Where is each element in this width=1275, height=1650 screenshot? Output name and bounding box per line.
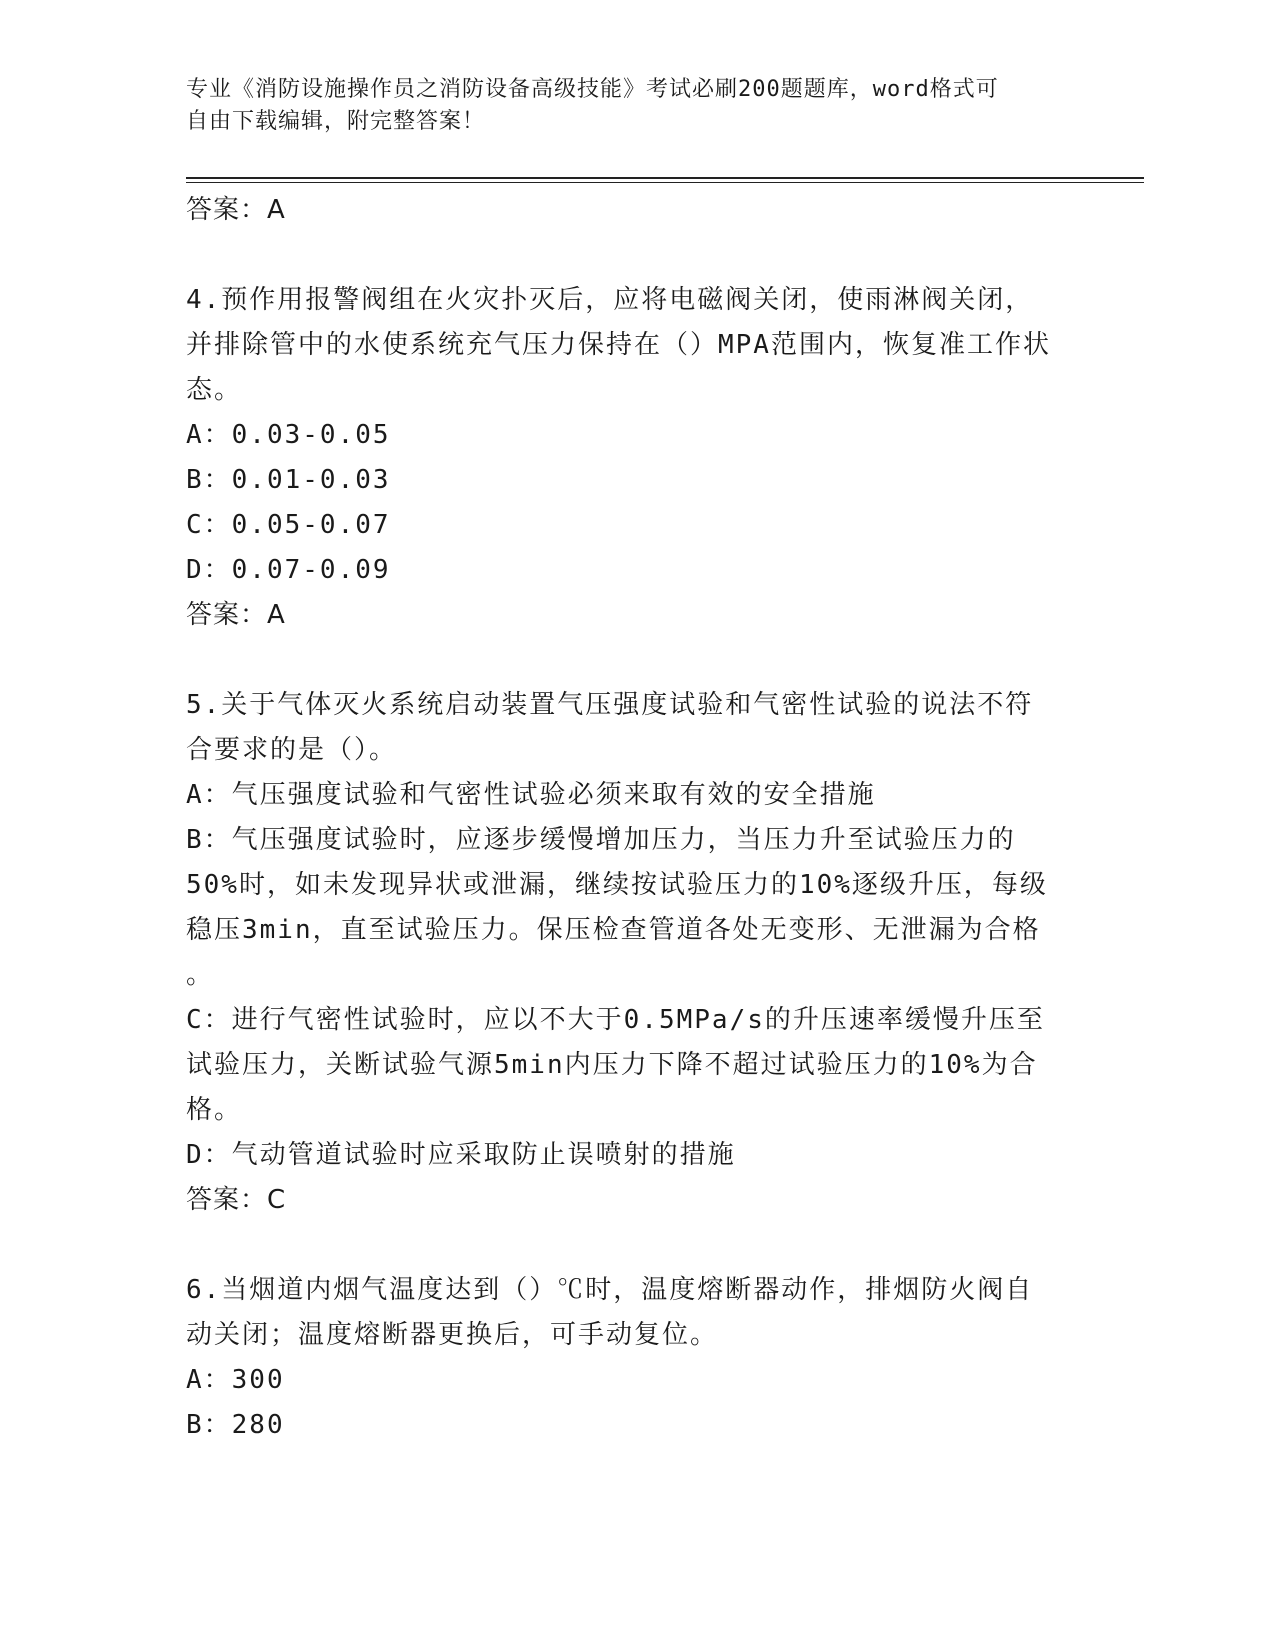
header-rule-thin (186, 182, 1144, 183)
spacer (186, 233, 1086, 278)
option-a: A：气压强度试验和气密性试验必须来取有效的安全措施 (186, 780, 876, 810)
document-header (186, 74, 1066, 138)
question-text-line: 5.关于气体灭火系统启动装置气压强度试验和气密性试验的说法不符 (186, 690, 1034, 720)
option-d: D：0.07-0.09 (186, 555, 391, 585)
option-d: D：气动管道试验时应采取防止误喷射的措施 (186, 1140, 736, 1170)
option-c-continued: 格。 (186, 1095, 243, 1125)
option-b-continued: 稳压3min，直至试验压力。保压检查管道各处无变形、无泄漏为合格 (186, 915, 1041, 945)
option-b-continued: 50%时，如未发现异状或泄漏，继续按试验压力的10%逐级升压，每级 (186, 870, 1048, 900)
question-block (186, 1268, 1086, 1448)
question-text-line: 态。 (186, 375, 243, 405)
question-text-line: 并排除管中的水使系统充气压力保持在（）MPA范围内，恢复准工作状 (186, 330, 1051, 360)
document-body (186, 188, 1086, 1448)
header-line-2: 自由下载编辑，附完整答案！ (186, 109, 486, 134)
option-c: C：进行气密性试验时，应以不大于0.5MPa/s的升压速率缓慢升压至 (186, 1005, 1045, 1035)
answer-line: 答案：A (186, 195, 286, 225)
question-text-line: 动关闭；温度熔断器更换后，可手动复位。 (186, 1320, 719, 1350)
option-b: B：气压强度试验时，应逐步缓慢增加压力，当压力升至试验压力的 (186, 825, 1016, 855)
option-b: B：0.01-0.03 (186, 465, 391, 495)
option-c-continued: 试验压力，关断试验气源5min内压力下降不超过试验压力的10%为合 (186, 1050, 1038, 1080)
answer-line: 答案：A (186, 600, 286, 630)
question-block (186, 278, 1086, 638)
question-block (186, 683, 1086, 1223)
question-text-line: 合要求的是（）。 (186, 735, 398, 765)
question-text-line: 6.当烟道内烟气温度达到（）℃时，温度熔断器动作，排烟防火阀自 (186, 1275, 1034, 1305)
header-line-1: 专业《消防设施操作员之消防设备高级技能》考试必刷200题题库，word格式可 (186, 77, 999, 102)
option-b: B：280 (186, 1410, 285, 1440)
option-b-continued: 。 (186, 960, 215, 990)
spacer (186, 1223, 1086, 1268)
answer-line: 答案：C (186, 1185, 287, 1215)
spacer (186, 638, 1086, 683)
option-a: A：0.03-0.05 (186, 420, 391, 450)
option-c: C：0.05-0.07 (186, 510, 391, 540)
question-text-line: 4.预作用报警阀组在火灾扑灭后，应将电磁阀关闭，使雨淋阀关闭， (186, 285, 1034, 315)
option-a: A：300 (186, 1365, 285, 1395)
header-rule-thick (186, 177, 1144, 179)
